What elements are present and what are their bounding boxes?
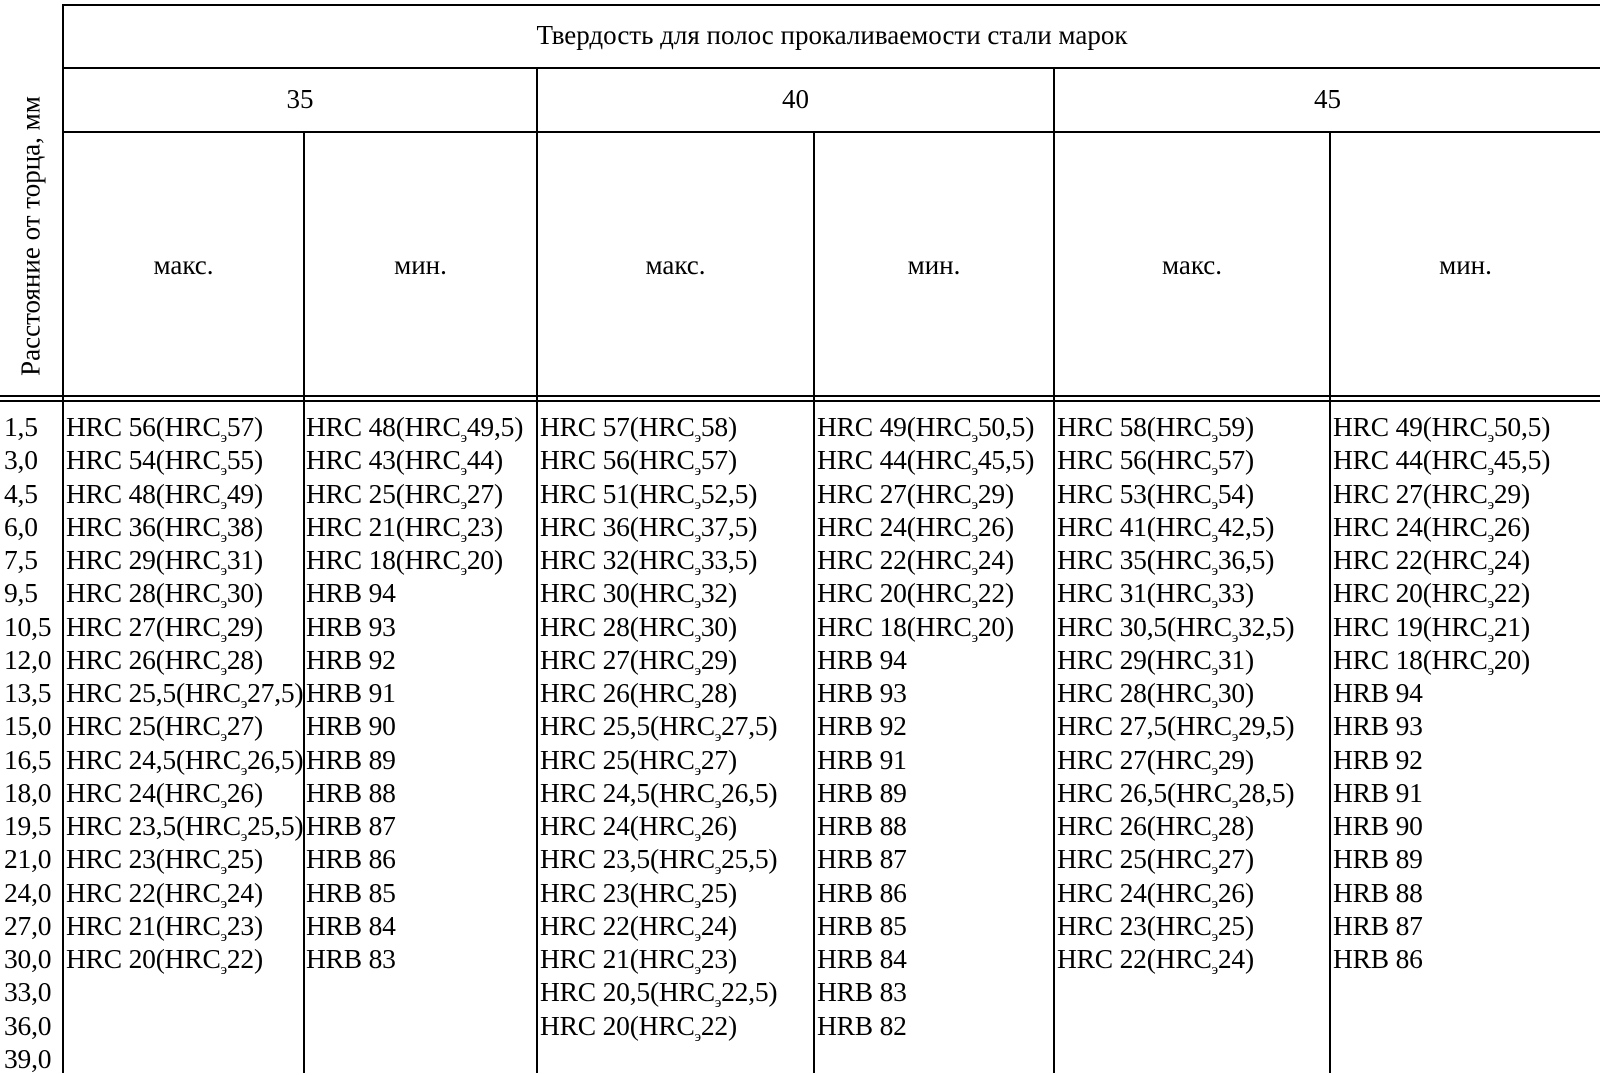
- hardness-cell: HRB 92: [1333, 743, 1423, 775]
- hardness-cell: HRC $48(HRC_э49)$: [66, 477, 263, 513]
- hardness-cell: HRB 91: [306, 677, 396, 708]
- distance-cell: 13,5: [4, 677, 52, 708]
- hardness-cell: HRB 82: [817, 1009, 907, 1041]
- table-title: Твердость для полос прокаливаемости стали марок: [536, 20, 1128, 50]
- hardness-cell: HRC $23,5(HRC_э25,5)$: [66, 810, 304, 845]
- hardness-cell: HRC $28(HRC_э30)$: [1057, 677, 1254, 712]
- hardness-cell: HRC $20(HRC_э22)$: [817, 577, 1014, 613]
- top-border: [62, 4, 1600, 6]
- hardness-cell: HRC $22(HRC_э24)$: [66, 876, 263, 912]
- hardness-cell: HRB 88: [306, 776, 396, 808]
- hardness-cell: HRC $24(HRC_э26)$: [817, 510, 1014, 546]
- hardness-cell: HRC $18(HRC_э20)$: [817, 610, 1014, 646]
- hardness-cell: HRB 87: [817, 843, 907, 875]
- distance-column: [4, 410, 51, 1075]
- hardness-cell: [1333, 975, 1550, 1008]
- hardness-cell: HRC $54(HRC_э55)$: [66, 444, 263, 480]
- hardness-cell: HRC $21(HRC_э23)$: [306, 510, 503, 546]
- hardness-cell: HRB 94: [817, 643, 907, 675]
- hardness-cell: HRC $56(HRC_э57)$: [66, 411, 263, 446]
- distance-cell: 27,0: [4, 909, 52, 941]
- hardness-cell: HRC $23(HRC_э25)$: [1057, 909, 1254, 945]
- distance-cell: 18,0: [4, 776, 52, 808]
- hardness-cell: HRC $23(HRC_э25)$: [66, 843, 263, 879]
- distance-cell: 15,0: [4, 710, 52, 742]
- column-40-max: [540, 410, 777, 1075]
- hardness-cell: HRC $22(HRC_э24)$: [540, 909, 737, 945]
- distance-cell: 30,0: [4, 943, 52, 974]
- hardness-cell: HRB 86: [1333, 943, 1423, 974]
- hardness-cell: HRC $24(HRC_э26)$: [1333, 510, 1530, 546]
- hardness-cell: HRC $25,5(HRC_э27,5)$: [66, 677, 304, 712]
- hardness-cell: [66, 1042, 303, 1075]
- hardness-cell: HRB 86: [306, 843, 396, 875]
- hardness-cell: HRC $49(HRC_э50,5)$: [1333, 411, 1551, 446]
- hardness-cell: [540, 1042, 777, 1075]
- hardness-cell: HRB 94: [306, 577, 396, 609]
- hardness-cell: [306, 1009, 523, 1042]
- hardness-cell: HRB 92: [306, 643, 396, 675]
- hardness-cell: [1057, 975, 1294, 1008]
- hardness-cell: [66, 1009, 303, 1042]
- hardness-cell: HRC $36(HRC_э37,5)$: [540, 510, 758, 546]
- hardness-cell: HRC $19(HRC_э21)$: [1333, 610, 1530, 646]
- hardness-cell: HRC $25(HRC_э27)$: [66, 710, 263, 746]
- distance-cell: 33,0: [4, 976, 52, 1008]
- hardness-cell: HRC $27,5(HRC_э29,5)$: [1057, 710, 1295, 746]
- hardness-cell: HRC $43(HRC_э44)$: [306, 444, 503, 480]
- sub-header-40-min: мин.: [907, 250, 961, 280]
- hardness-cell: HRC $56(HRC_э57)$: [540, 444, 737, 480]
- hardness-cell: HRC $58(HRC_э59)$: [1057, 411, 1254, 446]
- hardness-cell: HRC $44(HRC_э45,5)$: [1333, 444, 1551, 480]
- hardness-cell: HRC $20(HRC_э22)$: [1333, 577, 1530, 613]
- hardness-cell: HRB 91: [1333, 776, 1423, 808]
- hardness-cell: HRC $27(HRC_э29)$: [1333, 477, 1530, 513]
- distance-cell: 21,0: [4, 843, 52, 875]
- hardness-cell: HRC $21(HRC_э23)$: [66, 909, 263, 945]
- hardness-cell: HRB 93: [817, 677, 907, 708]
- hardness-cell: [306, 975, 523, 1008]
- hardness-cell: HRC $36(HRC_э38)$: [66, 510, 263, 546]
- hardness-cell: HRB 89: [306, 743, 396, 775]
- hardness-cell: HRB 87: [306, 810, 396, 841]
- distance-cell: 19,5: [4, 810, 52, 841]
- hardness-cell: HRC $28(HRC_э30)$: [66, 577, 263, 613]
- sub-header-40-max: макс.: [645, 250, 706, 280]
- distance-cell: 10,5: [4, 610, 52, 642]
- hardness-cell: HRB 83: [817, 976, 907, 1008]
- grade-35: 35: [286, 84, 314, 114]
- hardness-cell: HRC $51(HRC_э52,5)$: [540, 477, 758, 513]
- hardness-cell: HRC $49(HRC_э50,5)$: [817, 411, 1035, 446]
- hardness-cell: HRC $26(HRC_э28)$: [540, 677, 737, 712]
- hardness-cell: HRB 83: [306, 943, 396, 974]
- hardness-cell: HRC $22(HRC_э24)$: [817, 544, 1014, 579]
- hardness-cell: HRC $30(HRC_э32)$: [540, 577, 737, 613]
- distance-cell: 1,5: [4, 411, 38, 442]
- distance-cell: 36,0: [4, 1009, 52, 1041]
- hardness-cell: [1057, 1042, 1294, 1075]
- column-35-min: [306, 410, 523, 1075]
- distance-cell: 12,0: [4, 643, 52, 675]
- hardness-cell: [1333, 1009, 1550, 1042]
- hardness-cell: HRB 92: [817, 710, 907, 742]
- hardness-cell: HRC $20(HRC_э22)$: [66, 943, 263, 978]
- hardness-cell: HRB 89: [817, 776, 907, 808]
- hardness-cell: HRB 91: [817, 743, 907, 775]
- hardness-cell: HRC $57(HRC_э58)$: [540, 411, 737, 446]
- hardness-cell: HRC $27(HRC_э29)$: [66, 610, 263, 646]
- header-bottom-line-1: [0, 395, 1600, 397]
- hardness-cell: HRC $26(HRC_э28)$: [66, 643, 263, 679]
- hardness-cell: HRC $30,5(HRC_э32,5)$: [1057, 610, 1295, 646]
- column-45-max: [1057, 410, 1294, 1075]
- distance-header-text: Расстояние от торца, мм: [15, 96, 46, 376]
- hardness-cell: HRB 87: [1333, 909, 1423, 941]
- hardness-cell: [817, 1042, 1034, 1075]
- distance-cell: 4,5: [4, 477, 38, 509]
- hardness-cell: HRC $18(HRC_э20)$: [1333, 643, 1530, 679]
- hardness-cell: HRC $24(HRC_э26)$: [66, 776, 263, 812]
- hardness-cell: [1333, 1042, 1550, 1075]
- hardness-cell: HRC $41(HRC_э42,5)$: [1057, 510, 1275, 546]
- hardness-cell: [66, 975, 303, 1008]
- hardness-cell: HRC $22(HRC_э24)$: [1057, 943, 1254, 978]
- hardness-cell: HRC $23,5(HRC_э25,5)$: [540, 843, 778, 879]
- hardness-cell: HRB 93: [306, 610, 396, 642]
- hardness-cell: HRC $56(HRC_э57)$: [1057, 444, 1254, 480]
- hardness-cell: HRC $24,5(HRC_э26,5)$: [540, 776, 778, 812]
- hardness-cell: HRC $53(HRC_э54)$: [1057, 477, 1254, 513]
- hardness-cell: HRC $28(HRC_э30)$: [540, 610, 737, 646]
- hardness-cell: HRC $20,5(HRC_э22,5)$: [540, 976, 778, 1012]
- hardness-cell: HRC $48(HRC_э49,5)$: [306, 411, 524, 446]
- distance-header: [0, 66, 62, 406]
- distance-cell: 7,5: [4, 544, 38, 575]
- hardness-cell: [1057, 1009, 1294, 1042]
- hardness-cell: HRC $27(HRC_э29)$: [1057, 743, 1254, 779]
- hardness-cell: HRC $35(HRC_э36,5)$: [1057, 544, 1275, 579]
- hardness-cell: HRB 85: [817, 909, 907, 941]
- sub-header-35-min: мин.: [394, 250, 447, 280]
- hardness-cell: HRC $32(HRC_э33,5)$: [540, 544, 758, 579]
- hardness-cell: HRB 89: [1333, 843, 1423, 875]
- hardness-cell: HRC $29(HRC_э31)$: [1057, 643, 1254, 679]
- hardness-cell: HRC $18(HRC_э20)$: [306, 544, 503, 579]
- distance-cell: 16,5: [4, 743, 52, 775]
- hardness-cell: HRC $26,5(HRC_э28,5)$: [1057, 776, 1295, 812]
- hardness-cell: HRC $25(HRC_э27)$: [306, 477, 503, 513]
- hardness-cell: HRC $25(HRC_э27)$: [1057, 843, 1254, 879]
- hardness-cell: HRC $23(HRC_э25)$: [540, 876, 737, 912]
- hardness-cell: HRC $20(HRC_э22)$: [540, 1009, 737, 1045]
- hardness-cell: HRB 88: [1333, 876, 1423, 908]
- hardness-cell: HRC $24,5(HRC_э26,5)$: [66, 743, 304, 779]
- grade-40: 40: [782, 84, 809, 114]
- grade-45: 45: [1314, 84, 1341, 114]
- hardness-cell: HRC $24(HRC_э26)$: [1057, 876, 1254, 912]
- column-35-max: [66, 410, 303, 1075]
- sub-header-45-max: макс.: [1161, 250, 1223, 280]
- hardness-cell: HRC $31(HRC_э33)$: [1057, 577, 1254, 613]
- distance-cell: 39,0: [4, 1042, 52, 1074]
- hardness-cell: HRC $24(HRC_э26)$: [540, 810, 737, 845]
- hardness-cell: HRB 84: [817, 943, 907, 974]
- hardness-cell: HRB 93: [1333, 710, 1423, 742]
- column-45-min: [1333, 410, 1550, 1075]
- hardness-cell: HRC $27(HRC_э29)$: [540, 643, 737, 679]
- grade-divider: [62, 131, 1600, 133]
- column-40-min: [817, 410, 1034, 1075]
- sub-header-45-min: мин.: [1439, 250, 1492, 280]
- distance-cell: 3,0: [4, 444, 38, 476]
- hardness-cell: HRC $25(HRC_э27)$: [540, 743, 737, 779]
- hardness-cell: HRC $25,5(HRC_э27,5)$: [540, 710, 778, 746]
- vline-distance: [62, 4, 64, 1073]
- hardness-cell: HRB 90: [1333, 810, 1423, 841]
- hardness-cell: HRB 84: [306, 909, 396, 941]
- vline-40: [536, 67, 538, 1073]
- distance-cell: 9,5: [4, 577, 38, 609]
- vline-45: [1053, 67, 1055, 1073]
- header-bottom-line-2: [0, 400, 1600, 402]
- hardness-cell: HRC $22(HRC_э24)$: [1333, 544, 1530, 579]
- title-divider: [62, 67, 1600, 69]
- distance-cell: 24,0: [4, 876, 52, 908]
- hardness-cell: HRC $26(HRC_э28)$: [1057, 810, 1254, 845]
- hardness-cell: HRB 85: [306, 876, 396, 908]
- hardness-cell: HRB 88: [817, 810, 907, 841]
- sub-header-35-max: макс.: [153, 250, 214, 280]
- hardness-cell: HRB 86: [817, 876, 907, 908]
- hardness-cell: HRC $44(HRC_э45,5)$: [817, 444, 1035, 480]
- hardness-cell: HRB 90: [306, 710, 396, 742]
- hardness-cell: [306, 1042, 523, 1075]
- hardness-cell: HRC $21(HRC_э23)$: [540, 943, 737, 978]
- hardness-cell: HRC $27(HRC_э29)$: [817, 477, 1014, 513]
- hardness-cell: HRB 94: [1333, 677, 1423, 708]
- hardness-cell: HRC $29(HRC_э31)$: [66, 544, 263, 579]
- distance-cell: 6,0: [4, 510, 38, 542]
